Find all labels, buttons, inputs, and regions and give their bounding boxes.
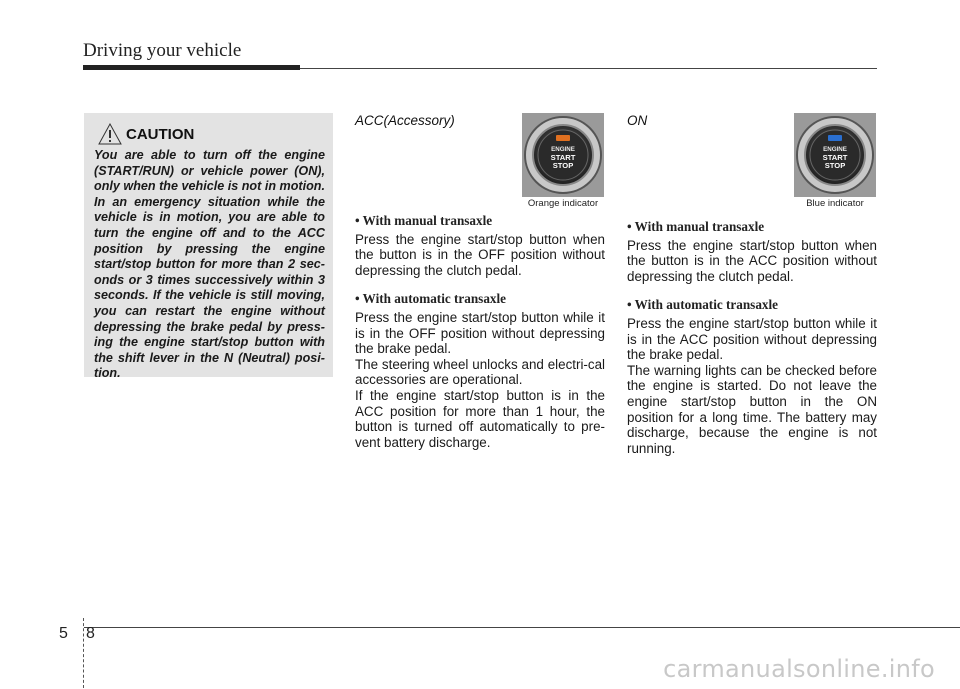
acc-manual-text: Press the engine start/stop button when the button is in the OFF position without depressing the clutch pedal. xyxy=(355,231,605,278)
on-title: ON xyxy=(627,113,648,128)
chapter-number: 5 xyxy=(59,625,68,642)
page-number: 8 xyxy=(86,625,95,642)
caution-header xyxy=(94,123,325,145)
svg-text:ENGINE: ENGINE xyxy=(551,146,575,153)
footer-divider xyxy=(83,618,85,688)
acc-extra-text-1: The steering wheel unlocks and electri-cal accessories are operational. xyxy=(355,356,605,388)
on-auto-text: Press the engine start/stop button while it is in the ACC position without depressing the brake pedal. xyxy=(627,315,877,363)
on-extra-text-1: The warning lights can be checked before the engine is started. Do not leave the engine start/stop button in the ON position for a long time. The battery may discharge, because the engine is not running. xyxy=(627,362,877,456)
svg-text:START: START xyxy=(822,153,848,162)
svg-text:STOP: STOP xyxy=(824,161,846,170)
acc-button-photo xyxy=(522,113,604,210)
engine-start-button-icon xyxy=(794,113,876,197)
acc-title: ACC(Accessory) xyxy=(355,113,455,128)
on-button-photo xyxy=(794,113,876,210)
footer-rule xyxy=(84,627,960,628)
svg-text:ENGINE: ENGINE xyxy=(823,146,847,153)
caution-box xyxy=(84,113,333,381)
caution-title: CAUTION xyxy=(126,125,195,143)
caution-text: You are able to turn off the engine (START/RUN) or vehicle power (ON), only when the vehicle is not in motion. In an emergency situation while the vehicle is in motion, you are able to turn the engine off and to the ACC position by pressing the engine start/stop button for more than 2 sec-onds or 3 times successively within 3 seconds. If the vehicle is still moving, you can restart the engine without depressing the brake pedal by press-ing the engine start/stop button with the shift lever in the N (Neutral) posi-tion. xyxy=(94,148,325,381)
on-photo-caption: Blue indicator xyxy=(806,198,864,209)
engine-start-button-icon xyxy=(522,113,604,197)
header-rule-thick xyxy=(83,65,300,70)
on-manual-text: Press the engine start/stop button when the button is in the ACC position without depressing the clutch pedal. xyxy=(627,237,877,284)
on-manual-label: • With manual transaxle xyxy=(627,219,765,234)
page-header-title: Driving your vehicle xyxy=(83,40,242,61)
acc-auto-text: Press the engine start/stop button while it is in the OFF position without depressing the brake pedal. xyxy=(355,309,605,357)
warning-triangle-icon xyxy=(98,123,122,145)
acc-photo-caption: Orange indicator xyxy=(527,198,599,209)
header-rule-thin xyxy=(300,68,877,69)
svg-text:START: START xyxy=(550,153,576,162)
acc-manual-label: • With manual transaxle xyxy=(355,213,493,228)
svg-text:STOP: STOP xyxy=(552,161,574,170)
acc-extra-text-2: If the engine start/stop button is in the ACC position for more than 1 hour, the button is turned off automatically to pre-vent battery discharge. xyxy=(355,387,605,450)
on-auto-label: • With automatic transaxle xyxy=(627,297,779,313)
watermark: carmanualsonline.info xyxy=(663,655,935,683)
acc-auto-label: • With automatic transaxle xyxy=(355,291,507,307)
